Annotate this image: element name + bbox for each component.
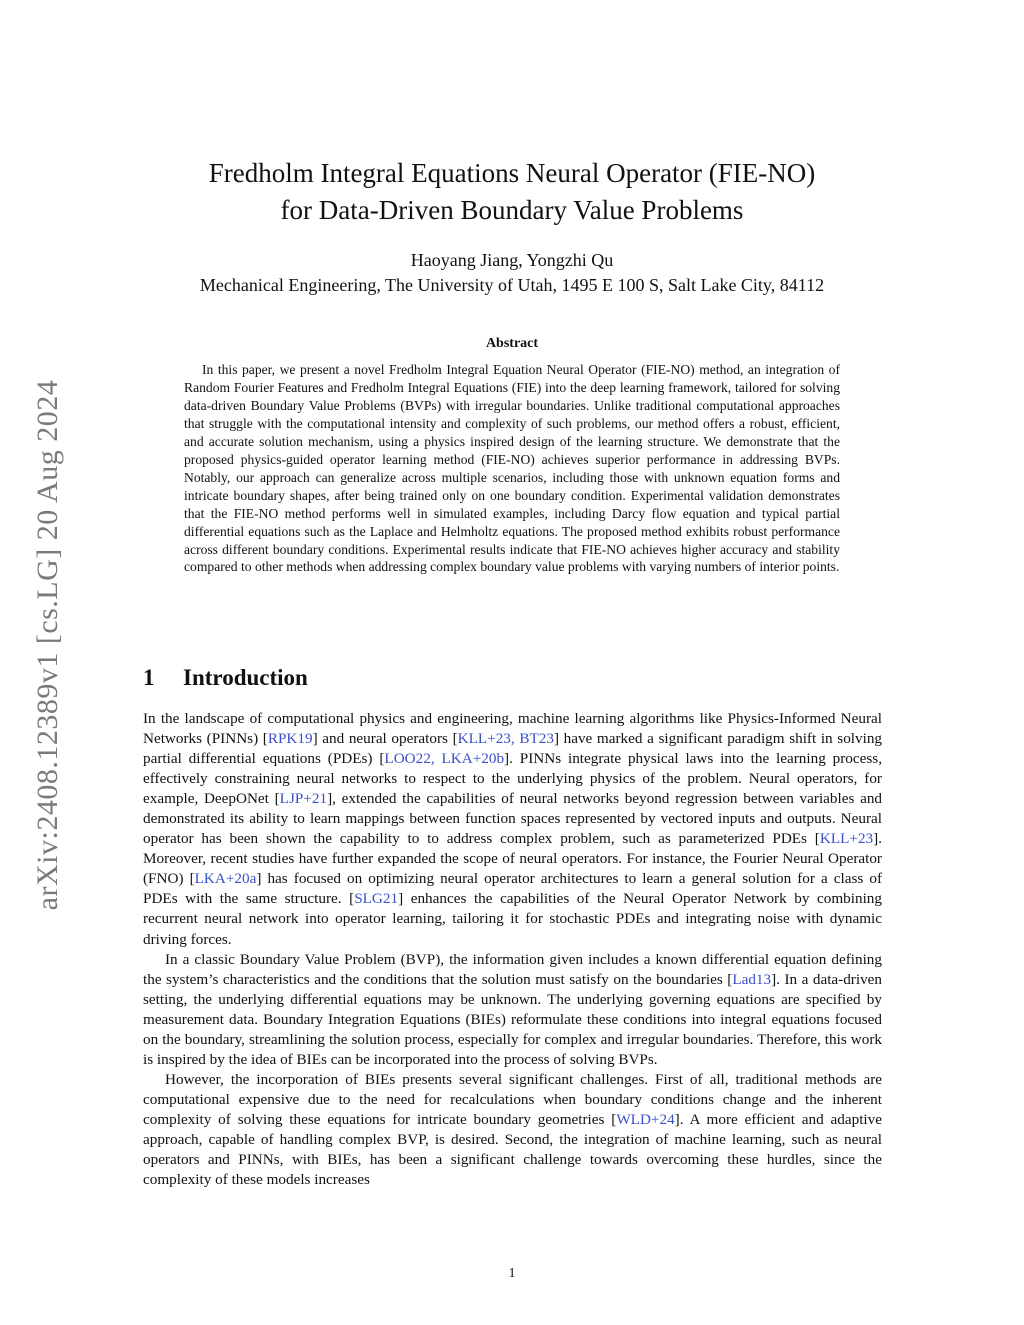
author-block <box>0 248 1024 298</box>
introduction-body <box>143 709 882 1190</box>
citation-link[interactable]: Lad13 <box>732 970 772 988</box>
text-run: , extended the capabilities of neural networks beyond regression between variables and demonstrated its ability to learn mappings between function spaces represented by vectored inputs and outputs. Neural operator has been shown the capability to to address complex problem, such as parameterized PDEs <box>143 790 883 848</box>
text-run: enhances the capabilities of the Neural Operator Network by combining recurrent neural network into operator learning, tailoring it for stochastic PDEs and integrating noise with dynamic driving forces. <box>143 890 882 948</box>
citation-link[interactable]: SLG21 <box>354 890 399 908</box>
author-names: Haoyang Jiang, Yongzhi Qu <box>410 250 614 270</box>
paragraph: In the landscape of computational physics and engineering, machine learning algorithms like Physics-Informed Neural Networks (PINNs) [RPK19] and neural operators [KLL+23, BT23] have marked a significant paradigm shift in solving partial differential equations (PDEs) [LOO22, LKA+20b]. PINNs integrate physical laws into the learning process, effectively constraining neural networks to respect to the underlying physics of the problem. Neural operators, for example, DeepONet [LJP+21], extended the capabilities of neural networks beyond regression between variables and demonstrated its ability to learn mappings between function spaces represented by vectored inputs and outputs. Neural operator has been shown the capability to to address complex problem, such as parameterized PDEs [KLL+23]. Moreover, recent studies have further expanded the scope of neural operators. For instance, the Fourier Neural Operator (FNO) [LKA+20a] has focused on optimizing neural operator architectures to learn a general solution for a class of PDEs with the same structure. [SLG21] enhances the capabilities of the Neural Operator Network by combining recurrent neural network into operator learning, tailoring it for stochastic PDEs and integrating noise with dynamic driving forces. <box>143 710 883 948</box>
abstract-text: In this paper, we present a novel Fredholm Integral Equation Neural Operator (FIE-NO) method, an integration of Random Fourier Features and Fredholm Integral Equations (FIE) into the deep learning framework, tailored for solving data-driven Boundary Value Problems (BVPs) with irregular boundaries. Unlike traditional computational approaches that struggle with the computational intensity and complexity of such problems, our method offers a robust, efficient, and accurate solution mechanism, using a physics inspired design of the learning structure. We demonstrate that the proposed physics-guided operator learning method (FIE-NO) achieves superior performance in addressing BVPs. Notably, our approach can generalize across multiple scenarios, including those with unknown equation forms and intricate boundary shapes, after being trained only on one boundary condition. Experimental validation demonstrates that the FIE-NO method performs well in simulated examples, including Darcy flow equation and typical partial differential equations such as the Laplace and Helmholtz equations. The proposed method exhibits robust performance across different boundary conditions. Experimental results indicate that FIE-NO achieves higher accuracy and stability compared to other methods when addressing complex boundary value problems with varying numbers of interior points. <box>184 362 840 575</box>
paper-title <box>0 155 1024 229</box>
text-run: However, the incorporation of BIEs presents several significant challenges. First of all, traditional methods are computational expensive due to the need for recalculations when boundary conditions change and the inherent complexity of solving these equations for intricate boundary geometries <box>143 1070 882 1128</box>
section-number: 1 <box>143 665 155 690</box>
affiliation: Mechanical Engineering, The University of Utah, 1495 E 100 S, Salt Lake City, 84112 <box>199 275 825 295</box>
citation-link[interactable]: KLL+23 <box>819 830 874 848</box>
abstract-heading: Abstract <box>485 336 539 351</box>
citation-link[interactable]: WLD+24 <box>616 1110 675 1128</box>
text-run: has focused on optimizing neural operator architectures to learn a general solution for a class of PDEs with the same structure. <box>143 870 882 908</box>
text-run: In the landscape of computational physics and engineering, machine learning algorithms like Physics-Informed Neural Networks (PINNs) <box>143 710 882 748</box>
title-line-1: Fredholm Integral Equations Neural Operator (FIE-NO) <box>208 158 816 188</box>
citation-link[interactable]: LOO22, LKA+20b <box>384 750 505 768</box>
section-title: Introduction <box>183 665 308 690</box>
section-heading <box>143 665 308 691</box>
paragraph: In a classic Boundary Value Problem (BVP), the information given includes a known differential equation defining the system’s characteristics and the conditions that the solution must satisfy on the boundaries [Lad13]. In a data-driven setting, the underlying differential equations may be unknown. The underlying governing equations are specified by measurement data. Boundary Integration Equations (BIEs) reformulate these conditions into integral equations focused on the boundary, streamlining the solution process, especially for complex and irregular boundaries. Therefore, this work is inspired by the idea of BIEs can be incorporated into the process of solving BVPs. <box>143 950 883 1068</box>
citation-link[interactable]: KLL+23, BT23 <box>457 730 554 748</box>
text-run: have marked a significant paradigm shift in solving partial differential equations (PDEs) <box>143 730 883 768</box>
citation-link[interactable]: LKA+20a <box>194 870 257 888</box>
text-run: . A more efficient and adaptive approach, capable of handling complex BVP, is desired. Second, the integration of machine learning, such as neural operators and PINNs, with BIEs, has been a significant challenge towards overcoming these hurdles, since the complexity of these models increases <box>143 1110 882 1189</box>
citation-link[interactable]: LJP+21 <box>279 790 328 808</box>
text-run: and neural operators <box>317 730 453 748</box>
citation-link[interactable]: RPK19 <box>267 730 313 748</box>
page-number: 1 <box>508 1266 516 1281</box>
title-line-2: for Data-Driven Boundary Value Problems <box>280 195 744 225</box>
text-run: . In a data-driven setting, the underlying differential equations may be unknown. The underlying governing equations are specified by measurement data. Boundary Integration Equations (BIEs) reformulate these conditions into integral equations focused on the boundary, streamlining the solution process, especially for complex and irregular boundaries. Therefore, this work is inspired by the idea of BIEs can be incorporated into the process of solving BVPs. <box>143 970 883 1068</box>
text-run: . PINNs integrate physical laws into the learning process, effectively constraining neural networks to respect to the underlying physics of the problem. Neural operators, for example, DeepONet <box>143 750 883 808</box>
arxiv-identifier-text: arXiv:2408.12389v1 [cs.LG] 20 Aug 2024 <box>31 379 64 911</box>
text-run: . Moreover, recent studies have further expanded the scope of neural operators. For instance, the Fourier Neural Operator (FNO) <box>143 830 882 888</box>
text-run: In a classic Boundary Value Problem (BVP), the information given includes a known differential equation defining the system’s characteristics and the conditions that the solution must satisfy on the boundaries <box>143 950 882 988</box>
paragraph: However, the incorporation of BIEs presents several significant challenges. First of all, traditional methods are computational expensive due to the need for recalculations when boundary conditions change and the inherent complexity of solving these equations for intricate boundary geometries [WLD+24]. A more efficient and adaptive approach, capable of handling complex BVP, is desired. Second, the integration of machine learning, such as neural operators and PINNs, with BIEs, has been a significant challenge towards overcoming these hurdles, since the complexity of these models increases <box>143 1070 882 1189</box>
